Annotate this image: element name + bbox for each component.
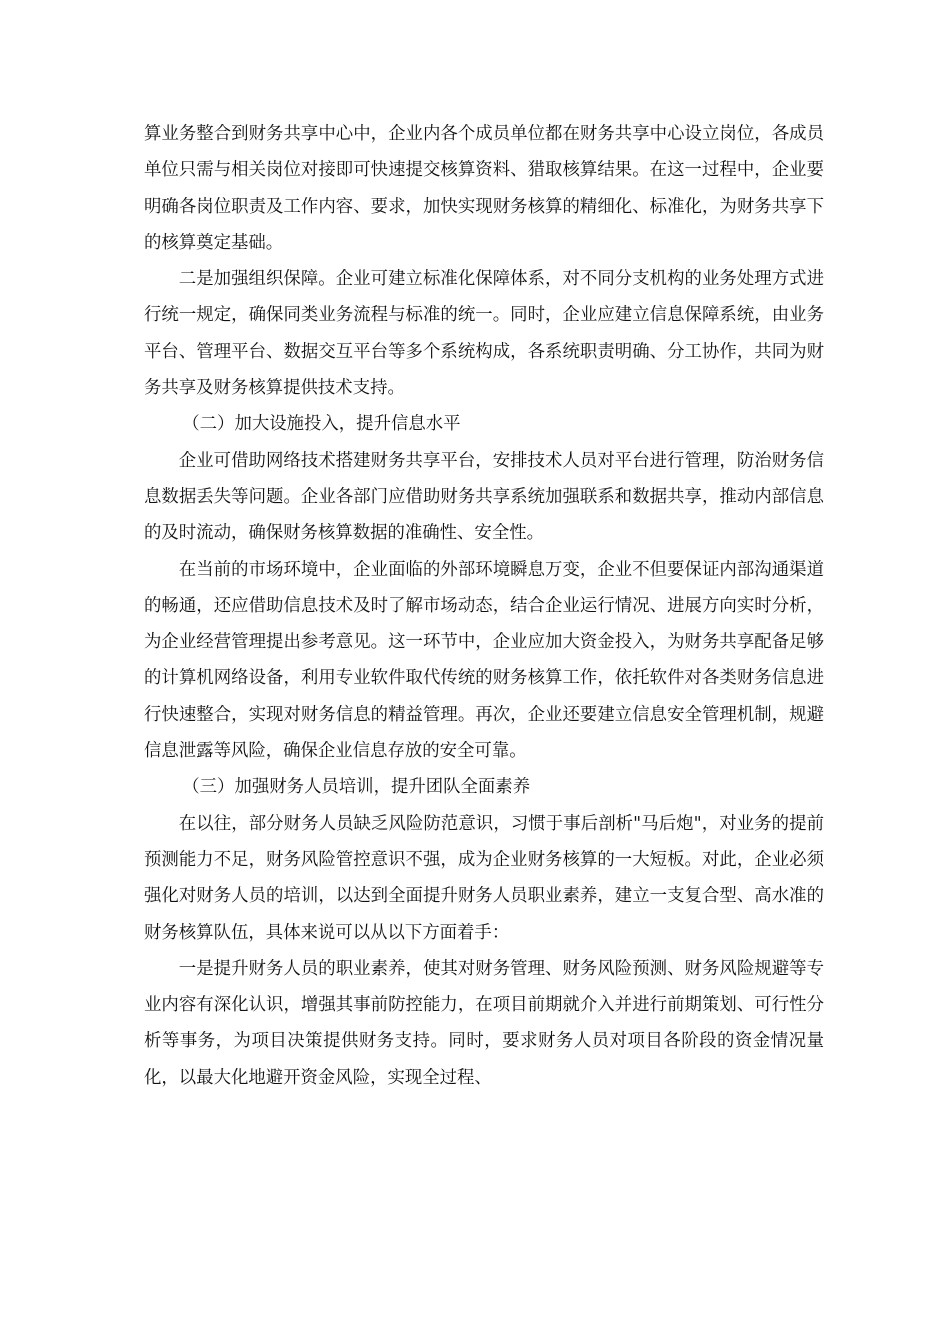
paragraph-staff-training: 在以往，部分财务人员缺乏风险防范意识，习惯于事后剖析"马后炮"，对业务的提前预测能力不足，财务风险管控意识不强，成为企业财务核算的一大短板。对此，企业必须强化对财务人员的培训，以达到全面提升财务人员职业素养，建立一支复合型、高水准的财务核算队伍，具体来说可以从以下方面着手： [144, 813, 824, 943]
paragraph-continued-intro: 算业务整合到财务共享中心中，企业内各个成员单位都在财务共享中心设立岗位，各成员单位只需与相关岗位对接即可快速提交核算资料、猎取核算结果。在这一过程中，企业要明确各岗位职责及工作内容、要求，加快实现财务核算的精细化、标准化，为财务共享下的核算奠定基础。 [144, 124, 824, 253]
paragraph-market-environment: 在当前的市场环境中，企业面临的外部环境瞬息万变，企业不但要保证内部沟通渠道的畅通，还应借助信息技术及时了解市场动态，结合企业运行情况、进展方向实时分析，为企业经营管理提出参考意见。这一环节中，企业应加大资金投入，为财务共享配备足够的计算机网络设备，利用专业软件取代传统的财务核算工作，依托软件对各类财务信息进行快速整合，实现对财务信息的精益管理。再次，企业还要建立信息安全管理机制，规避信息泄露等风险，确保企业信息存放的安全可靠。 [144, 559, 824, 762]
paragraph-organization-guarantee: 二是加强组织保障。企业可建立标准化保障体系，对不同分支机构的业务处理方式进行统一规定，确保同类业务流程与标准的统一。同时，企业应建立信息保障系统，由业务平台、管理平台、数据交互平台等多个系统构成，各系统职责明确、分工协作，共同为财务共享及财务核算提供技术支持。 [144, 269, 824, 399]
paragraph-professional-quality: 一是提升财务人员的职业素养，使其对财务管理、财务风险预测、财务风险规避等专业内容有深化认识，增强其事前防控能力，在项目前期就介入并进行前期策划、可行性分析等事务，为项目决策提供财务支持。同时，要求财务人员对项目各阶段的资金情况量化，以最大化地避开资金风险，实现全过程、 [144, 958, 824, 1088]
section-heading-2: （二）加大设施投入，提升信息水平 [182, 414, 461, 435]
document-page [144, 116, 824, 1096]
section-heading-3: （三）加强财务人员培训，提升团队全面素养 [182, 777, 531, 798]
paragraph-network-platform: 企业可借助网络技术搭建财务共享平台，安排技术人员对平台进行管理，防治财务信息数据丢失等问题。企业各部门应借助财务共享系统加强联系和数据共享，推动内部信息的及时流动，确保财务核算数据的准确性、安全性。 [144, 450, 824, 544]
